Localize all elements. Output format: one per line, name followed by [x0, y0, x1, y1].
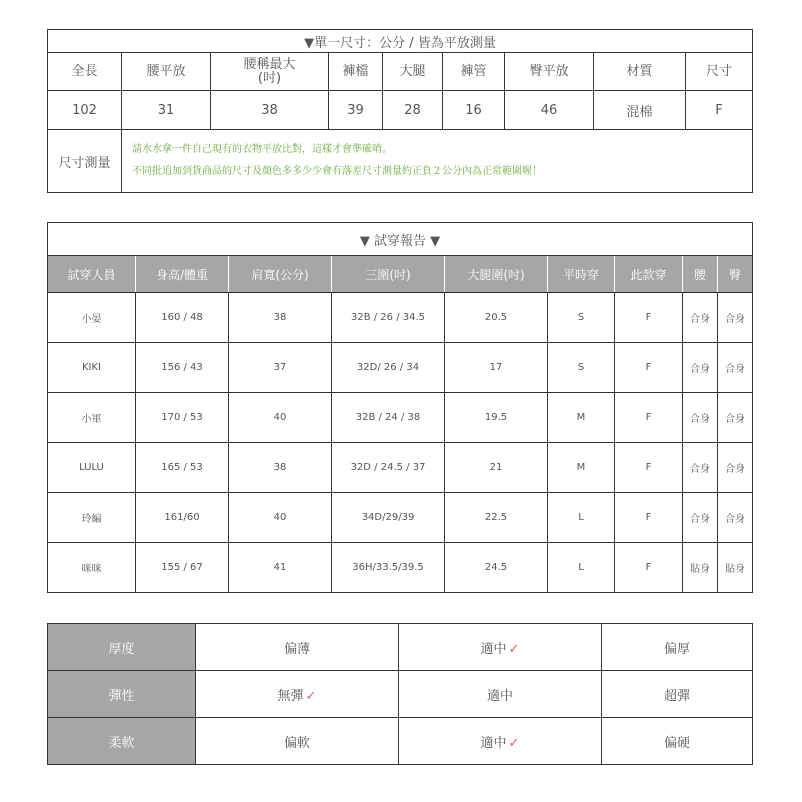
fitting-cell: 156 / 43 [136, 343, 229, 393]
fitting-cell: F [615, 293, 683, 343]
fitting-cell: LULU [48, 443, 136, 493]
fitting-header-cell: 試穿人員 [48, 256, 136, 293]
fitting-row [48, 343, 753, 393]
fitting-cell: L [548, 493, 615, 543]
fitting-cell: F [615, 493, 683, 543]
size-value-cell: 31 [122, 91, 211, 130]
fitting-cell: 38 [229, 293, 332, 343]
size-table-title: ▼單一尺寸：公分 / 皆為平放測量 [48, 30, 753, 53]
fitting-row [48, 493, 753, 543]
fitting-cell: 玲編 [48, 493, 136, 543]
fitting-cell: 170 / 53 [136, 393, 229, 443]
fabric-row [48, 624, 753, 671]
size-value-cell: 46 [505, 91, 594, 130]
fitting-cell: 22.5 [445, 493, 548, 543]
size-header-cell: 材質 [594, 53, 686, 91]
fitting-cell: L [548, 543, 615, 593]
fitting-cell: 165 / 53 [136, 443, 229, 493]
size-header-cell: 腰稱最大 (吋) [211, 53, 329, 91]
fabric-option: 偏厚 [602, 624, 753, 671]
fitting-cell: 貼身 [718, 543, 753, 593]
size-value-cell: 28 [383, 91, 443, 130]
fitting-cell: 20.5 [445, 293, 548, 343]
fitting-cell: 合身 [683, 393, 718, 443]
fabric-label: 彈性 [48, 671, 196, 718]
fitting-cell: 40 [229, 493, 332, 543]
fabric-table [47, 623, 753, 765]
size-value-cell: F [686, 91, 753, 130]
fitting-header-cell: 平時穿 [548, 256, 615, 293]
fabric-row [48, 671, 753, 718]
fitting-cell: 38 [229, 443, 332, 493]
fabric-label: 柔軟 [48, 718, 196, 765]
fabric-option: 偏薄 [196, 624, 399, 671]
fitting-cell: 咪咪 [48, 543, 136, 593]
size-header-cell: 尺寸 [686, 53, 753, 91]
measure-notes [122, 130, 753, 193]
fitting-header-cell: 身高/體重 [136, 256, 229, 293]
size-values-row [48, 91, 753, 130]
fitting-cell: S [548, 293, 615, 343]
fitting-cell: 小軍 [48, 393, 136, 443]
fitting-cell: 32D / 24.5 / 37 [332, 443, 445, 493]
fitting-cell: S [548, 343, 615, 393]
fitting-header-row [48, 256, 753, 293]
size-header-cell: 臀平放 [505, 53, 594, 91]
size-value-cell: 混棉 [594, 91, 686, 130]
fitting-cell: F [615, 393, 683, 443]
check-icon: ✓ [305, 688, 317, 704]
fitting-report-table [47, 222, 753, 593]
fitting-cell: 合身 [683, 443, 718, 493]
size-value-cell: 16 [443, 91, 505, 130]
fitting-cell: 合身 [718, 393, 753, 443]
fitting-cell: 36H/33.5/39.5 [332, 543, 445, 593]
fabric-label: 厚度 [48, 624, 196, 671]
fitting-cell: 34D/29/39 [332, 493, 445, 543]
fitting-cell: KIKI [48, 343, 136, 393]
fabric-option: 偏硬 [602, 718, 753, 765]
fitting-cell: M [548, 393, 615, 443]
fitting-cell: 合身 [683, 343, 718, 393]
measure-label: 尺寸測量 [48, 130, 122, 193]
measure-note: 請水水拿一件自己現有的衣物平放比對，這樣才會準確唷。 [132, 144, 392, 155]
fitting-cell: 19.5 [445, 393, 548, 443]
check-icon: ✓ [508, 735, 520, 751]
fitting-cell: 合身 [683, 493, 718, 543]
size-header-cell: 大腿 [383, 53, 443, 91]
fitting-cell: 41 [229, 543, 332, 593]
fitting-cell: 40 [229, 393, 332, 443]
fitting-report-title: ▼ 試穿報告 ▼ [48, 223, 753, 256]
size-header-cell: 褲檔 [329, 53, 383, 91]
fitting-cell: 貼身 [683, 543, 718, 593]
fitting-header-cell: 此款穿 [615, 256, 683, 293]
fitting-row [48, 293, 753, 343]
size-value-cell: 39 [329, 91, 383, 130]
fitting-cell: 小晏 [48, 293, 136, 343]
fitting-cell: 32B / 24 / 38 [332, 393, 445, 443]
fitting-cell: 160 / 48 [136, 293, 229, 343]
fitting-cell: M [548, 443, 615, 493]
fitting-row [48, 393, 753, 443]
fitting-header-cell: 腰 [683, 256, 718, 293]
fabric-row [48, 718, 753, 765]
fitting-cell: 155 / 67 [136, 543, 229, 593]
size-value-cell: 102 [48, 91, 122, 130]
fabric-option: 適中 ✓ [399, 624, 602, 671]
fitting-cell: 合身 [718, 493, 753, 543]
size-header-cell: 腰平放 [122, 53, 211, 91]
fabric-option: 超彈 [602, 671, 753, 718]
fitting-row [48, 443, 753, 493]
fitting-cell: 合身 [718, 443, 753, 493]
fitting-cell: 37 [229, 343, 332, 393]
fabric-option: 無彈 ✓ [196, 671, 399, 718]
fitting-cell: F [615, 343, 683, 393]
size-header-cell: 褲管 [443, 53, 505, 91]
size-header-row [48, 53, 753, 91]
fabric-option: 適中 [399, 671, 602, 718]
size-value-cell: 38 [211, 91, 329, 130]
fitting-header-cell: 肩寬(公分) [229, 256, 332, 293]
measure-note: 不同批追加到貨商品的尺寸及顏色多多少少會有落差尺寸測量約正負２公分內為正常範圍喔！ [132, 166, 542, 177]
check-icon: ✓ [508, 641, 520, 657]
fabric-option: 偏軟 [196, 718, 399, 765]
fitting-cell: F [615, 443, 683, 493]
fitting-row [48, 543, 753, 593]
fitting-cell: 合身 [718, 343, 753, 393]
fitting-cell: 32D/ 26 / 34 [332, 343, 445, 393]
fitting-cell: 合身 [683, 293, 718, 343]
fitting-header-cell: 大腿圍(吋) [445, 256, 548, 293]
size-table [47, 29, 753, 193]
fitting-cell: 17 [445, 343, 548, 393]
fitting-cell: 合身 [718, 293, 753, 343]
fitting-header-cell: 臀 [718, 256, 753, 293]
fitting-header-cell: 三圍(吋) [332, 256, 445, 293]
fitting-cell: F [615, 543, 683, 593]
fitting-cell: 21 [445, 443, 548, 493]
fitting-cell: 24.5 [445, 543, 548, 593]
fabric-option: 適中 ✓ [399, 718, 602, 765]
fitting-cell: 32B / 26 / 34.5 [332, 293, 445, 343]
size-header-cell: 全長 [48, 53, 122, 91]
fitting-cell: 161/60 [136, 493, 229, 543]
